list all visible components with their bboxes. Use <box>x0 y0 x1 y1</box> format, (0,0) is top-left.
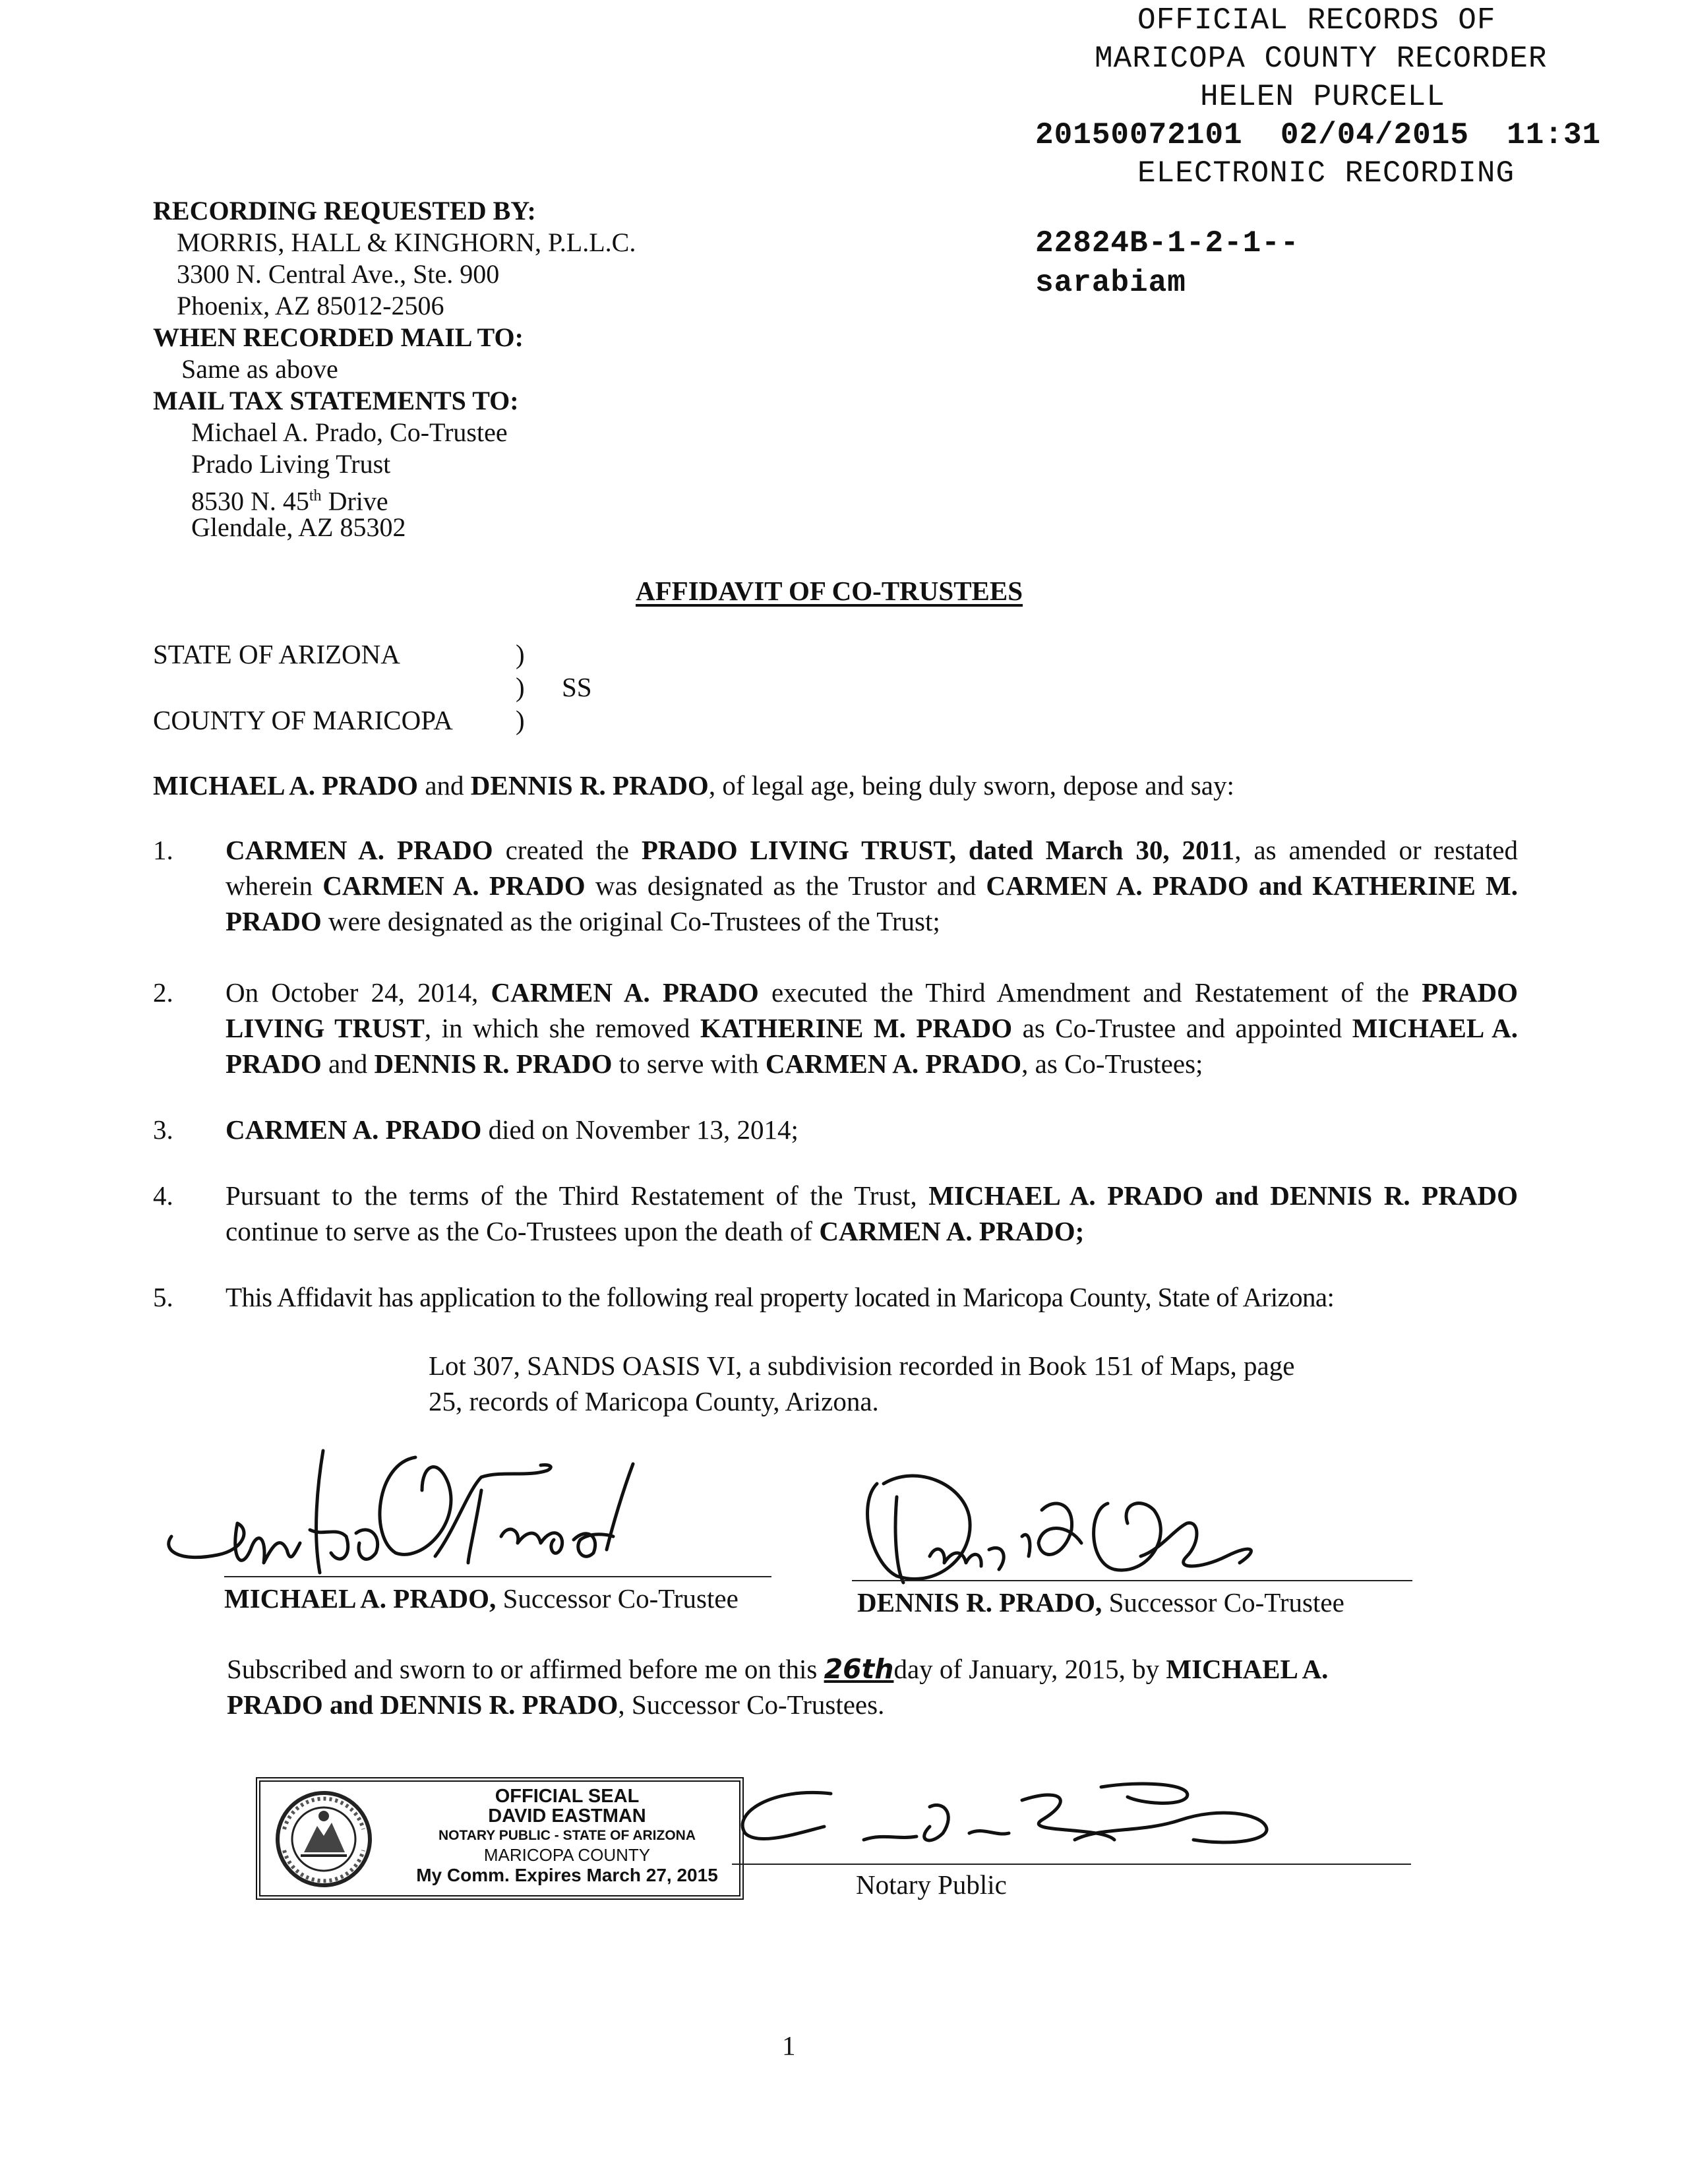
recorder-stamp-line: OFFICIAL RECORDS OF <box>1137 3 1496 38</box>
jurat-day-handwritten: 26th <box>824 1653 894 1685</box>
left-signer-caption: MICHAEL A. PRADO, Successor Co-Trustee <box>224 1583 738 1614</box>
mail-tax-city: Glendale, AZ 85302 <box>191 512 406 542</box>
venue-paren: ) <box>516 672 525 702</box>
firm-street: 3300 N. Central Ave., Ste. 900 <box>177 259 500 289</box>
mail-tax-street: 8530 N. 45th Drive <box>191 486 388 516</box>
list-item: 3. CARMEN A. PRADO died on November 13, 2014; <box>153 1114 799 1145</box>
arizona-state-seal-icon <box>271 1790 377 1889</box>
venue-ss: SS <box>562 672 592 702</box>
record-date: 02/04/2015 <box>1280 118 1469 152</box>
page-number: 1 <box>782 2030 796 2061</box>
signature-line-left <box>224 1576 771 1577</box>
venue-state: STATE OF ARIZONA <box>153 639 400 669</box>
notary-signature-line <box>732 1864 1411 1865</box>
venue-paren: ) <box>516 705 525 735</box>
intro-paragraph: MICHAEL A. PRADO and DENNIS R. PRADO, of legal age, being duly sworn, depose and say: <box>153 770 1234 801</box>
right-signer-caption: DENNIS R. PRADO, Successor Co-Trustee <box>857 1587 1344 1618</box>
recording-requested-heading: RECORDING REQUESTED BY: <box>153 196 536 226</box>
record-number: 20150072101 <box>1035 118 1243 152</box>
list-item: 4. Pursuant to the terms of the Third Restatement of the Trust, MICHAEL A. PRADO and DENNIS R. PRADO continue to serve as the Co-Trustees upon the death of CARMEN A. PRADO; <box>153 1180 1518 1246</box>
notary-seal <box>256 1777 744 1900</box>
recorder-stamp-line: HELEN PURCELL <box>1200 80 1445 114</box>
jurat-paragraph: Subscribed and sworn to or affirmed before me on this 26thday of January, 2015, by MICHAEL A. PRADO and DENNIS R. PRADO, Successor Co-Trustees. <box>227 1653 1329 1720</box>
seal-line: MARICOPA COUNTY <box>483 1845 651 1865</box>
seal-line: NOTARY PUBLIC - STATE OF ARIZONA <box>438 1828 696 1843</box>
clerk-id: sarabiam <box>1035 266 1186 300</box>
when-recorded-value: Same as above <box>181 354 338 384</box>
seal-line: My Comm. Expires March 27, 2015 <box>416 1865 718 1885</box>
batch-code: 22824B-1-2-1-- <box>1035 226 1300 260</box>
list-item: 2. On October 24, 2014, CARMEN A. PRADO executed the Third Amendment and Restatement of the PRADO LIVING TRUST, in which she removed KATHERINE M. PRADO as Co-Trustee and appointed MICHAEL A. PRADO and DENNIS R. PRADO to serve with CARMEN A. PRADO, as Co-Trustees; <box>153 977 1519 1079</box>
mail-tax-trust: Prado Living Trust <box>191 449 391 479</box>
venue-county: COUNTY OF MARICOPA <box>153 705 453 735</box>
mail-tax-name: Michael A. Prado, Co-Trustee <box>191 417 508 447</box>
recorder-stamp-line: MARICOPA COUNTY RECORDER <box>1095 42 1548 76</box>
list-item: 5. This Affidavit has application to the following real property located in Maricopa County, State of Arizona: <box>153 1282 1335 1312</box>
mail-tax-heading: MAIL TAX STATEMENTS TO: <box>153 386 519 415</box>
list-item: 1. CARMEN A. PRADO created the PRADO LIVING TRUST, dated March 30, 2011, as amended or restated wherein CARMEN A. PRADO was designated as the Trustor and CARMEN A. PRADO and KATHERINE M. PRADO were designated as the original Co-Trustees of the Trust; <box>153 835 1518 936</box>
seal-line: OFFICIAL SEAL <box>495 1786 640 1807</box>
notary-public-label: Notary Public <box>856 1869 1007 1900</box>
firm-city: Phoenix, AZ 85012-2506 <box>177 291 444 320</box>
firm-name: MORRIS, HALL & KINGHORN, P.L.L.C. <box>177 228 636 257</box>
document-title: AFFIDAVIT OF CO-TRUSTEES <box>636 576 1023 606</box>
signature-line-right <box>852 1580 1412 1581</box>
seal-line: DAVID EASTMAN <box>488 1805 646 1827</box>
legal-description: Lot 307, SANDS OASIS VI, a subdivision recorded in Book 151 of Maps, page 25, records of Maricopa County, Arizona. <box>429 1350 1295 1416</box>
record-time: 11:31 <box>1507 118 1602 152</box>
recorder-stamp-line: ELECTRONIC RECORDING <box>1137 156 1515 191</box>
recording-info-row <box>1035 116 1601 154</box>
venue-paren: ) <box>516 639 525 669</box>
when-recorded-heading: WHEN RECORDED MAIL TO: <box>153 322 524 352</box>
